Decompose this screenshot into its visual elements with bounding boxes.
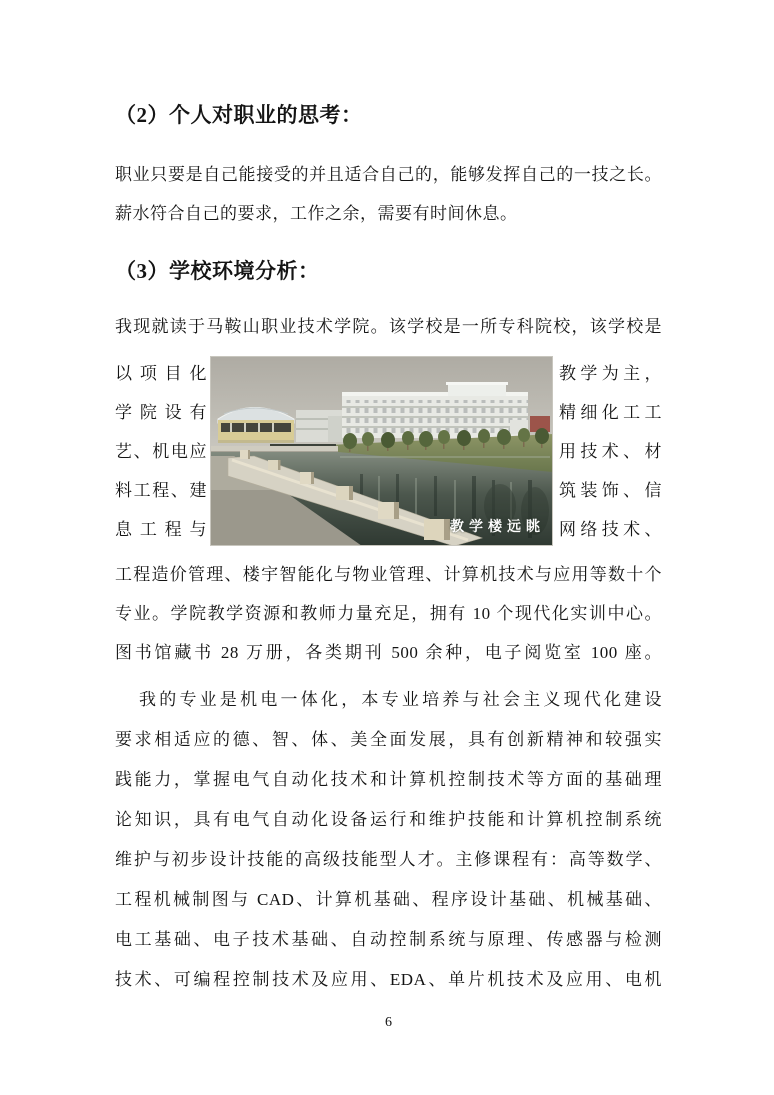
paragraph-school-cont <box>115 555 662 672</box>
text-line: 工程造价管理、楼宇智能化与物业管理、计算机技术与应用等数十个 <box>115 565 662 584</box>
text-line: 我现就读于马鞍山职业技术学院。该学校是一所专科院校，该学校是 <box>115 317 662 336</box>
wrap-right-column <box>559 354 662 549</box>
text-line: 筑装饰、信 <box>559 481 662 500</box>
text-line: 薪水符合自己的要求，工作之余，需要有时间休息。 <box>115 204 518 223</box>
heading-career-thoughts: （2）个人对职业的思考： <box>115 103 363 127</box>
text-line: 用技术、材 <box>559 442 662 461</box>
photo-left-glass-building <box>218 408 294 444</box>
page-number: 6 <box>385 1015 392 1030</box>
campus-photo <box>210 356 553 546</box>
text-line: 精细化工工 <box>559 403 662 422</box>
text-line: 职业只要是自己能接受的并且适合自己的，能够发挥自己的一技之长。 <box>115 165 662 184</box>
paragraph-career <box>115 155 662 233</box>
text-line: 电工基础、电子技术基础、自动控制系统与原理、传感器与检测 <box>115 930 662 949</box>
text-line: 论知识，具有电气自动化设备运行和维护技能和计算机控制系统 <box>115 810 662 829</box>
text-line: 教学为主， <box>559 364 662 383</box>
text-line: 技术、可编程控制技术及应用、EDA、单片机技术及应用、电机 <box>115 970 662 989</box>
wrap-left-column <box>115 354 207 549</box>
text-line: 图书馆藏书 28 万册，各类期刊 500 余种，电子阅览室 100 座。 <box>115 643 662 662</box>
text-wrap-section <box>115 354 662 549</box>
heading-school-environment: （3）学校环境分析： <box>115 259 320 283</box>
text-line: 息工程与 <box>115 520 207 539</box>
text-line: 料工程、建 <box>115 481 207 500</box>
text-line: 艺、机电应 <box>115 442 207 461</box>
text-line: 专业。学院教学资源和教师力量充足，拥有 10 个现代化实训中心。 <box>115 604 662 623</box>
photo-mid-buildings <box>296 410 346 442</box>
text-line: 工程机械制图与 CAD、计算机基础、程序设计基础、机械基础、 <box>115 890 662 909</box>
text-line: 我的专业是机电一体化，本专业培养与社会主义现代化建设 <box>139 690 662 709</box>
text-line: 网络技术、 <box>559 520 662 539</box>
photo-caption: 教学楼远眺 <box>450 518 545 534</box>
paragraph-school-intro <box>115 307 662 346</box>
paragraph-major <box>115 680 662 1000</box>
text-line: 要求相适应的德、智、体、美全面发展，具有创新精神和较强实 <box>115 730 662 749</box>
text-line: 践能力，掌握电气自动化技术和计算机控制技术等方面的基础理 <box>115 770 662 789</box>
document-content <box>115 0 662 1032</box>
text-line: 学院设有 <box>115 403 207 422</box>
text-line: 以项目化 <box>115 364 207 383</box>
text-line: 维护与初步设计技能的高级技能型人才。主修课程有：高等数学、 <box>115 850 662 869</box>
